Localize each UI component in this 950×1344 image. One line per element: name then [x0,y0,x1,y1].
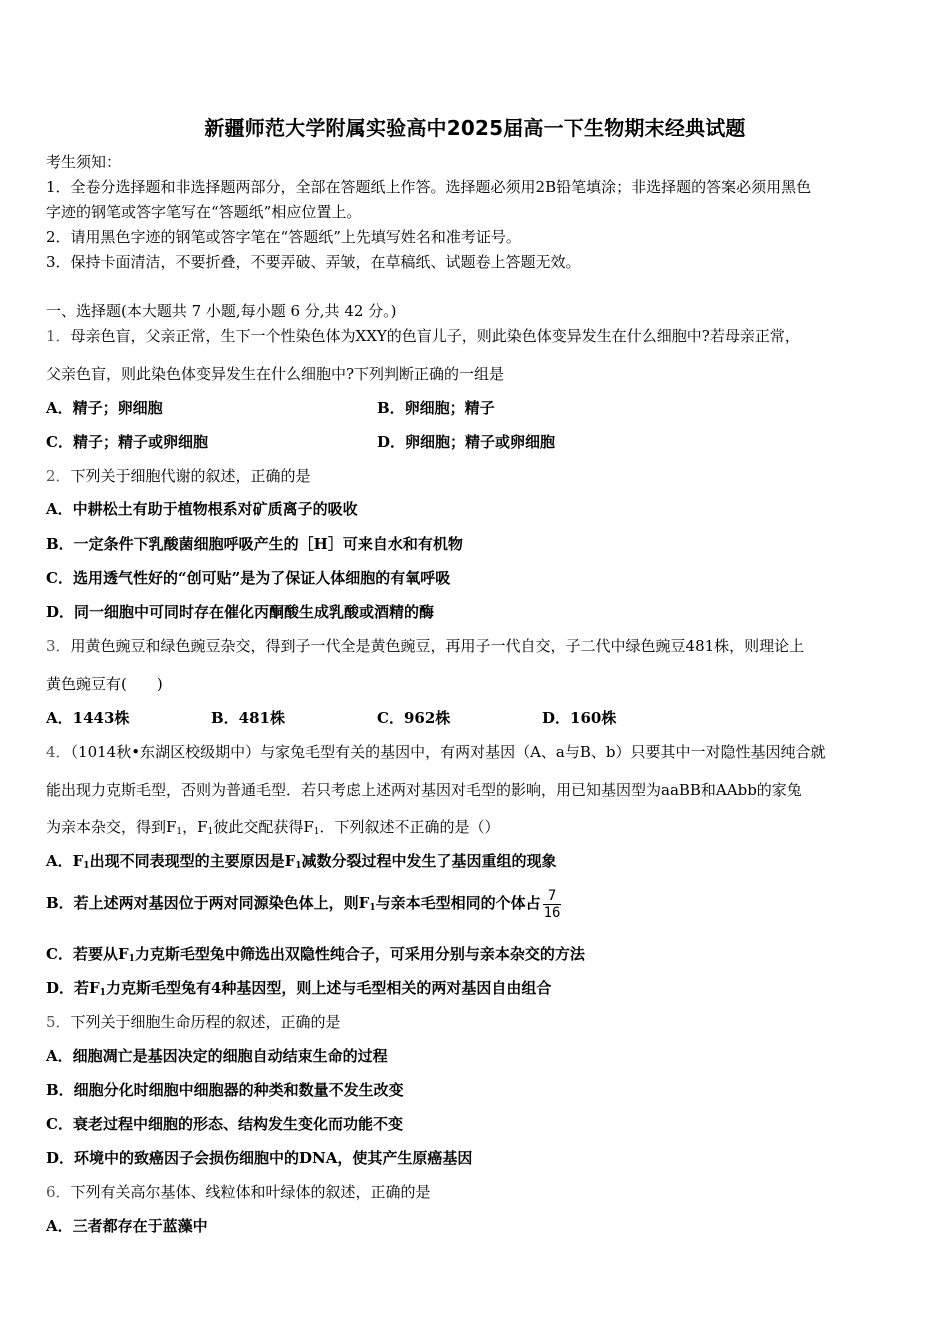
question-1 [46,326,800,346]
question-stem: 下列关于细胞生命历程的叙述，正确的是 [70,1013,341,1031]
q1-option-a[interactable]: A．精子；卵细胞 [46,399,163,417]
text-segment: 减数分裂过程中发生了基因重组的现象 [301,852,557,870]
question-number: 4． [46,743,71,761]
q3-option-d[interactable]: D．160株 [542,709,617,727]
question-5 [46,1012,341,1032]
q6-option-a[interactable]: A．三者都存在于蓝藻中 [46,1217,208,1235]
subscript: 1 [313,827,320,837]
q4-option-b[interactable] [46,885,561,926]
notice-item-1-cont: 字迹的钢笔或答字笔写在“答题纸”相应位置上。 [46,203,362,221]
subscript: 1 [369,903,376,913]
q4-option-c[interactable] [46,944,585,969]
question-4-cont2 [46,817,499,842]
question-stem: （1014秋•东湖区校级期中）与家兔毛型有关的基因中，有两对基因（A、a与B、b）只要其中一对隐性基因纯合就 [70,743,826,761]
q4-option-d[interactable] [46,978,551,1003]
text-segment: 力克斯毛型兔有4种基因型，则上述与毛型相关的两对基因自由组合 [105,979,552,997]
text-segment: 为亲本杂交，得到F [46,818,177,836]
q3-option-a[interactable]: A．1443株 [46,709,130,727]
text-segment: 力克斯毛型兔中筛选出双隐性纯合子，可采用分别与亲本杂交的方法 [134,945,585,963]
notice-item-2: 2．请用黑色字迹的钢笔或答字笔在“答题纸”上先填写姓名和准考证号。 [46,228,521,246]
question-3 [46,636,804,656]
text-segment: ．下列叙述不正确的是（） [319,818,500,836]
text-segment: ，F [182,818,208,836]
subscript: 1 [176,827,183,837]
q1-option-c[interactable]: C．精子；精子或卵细胞 [46,433,208,451]
text-segment: B．若上述两对基因位于两对同源染色体上，则F [46,894,370,912]
question-stem: 用黄色豌豆和绿色豌豆杂交，得到子一代全是黄色豌豆，再用子一代自交，子二代中绿色豌豆481株，则理论上 [70,637,805,655]
question-stem: 母亲色盲，父亲正常，生下一个性染色体为XXY的色盲儿子，则此染色体变异发生在什么细胞中?若母亲正常， [70,327,800,345]
subscript: 1 [83,861,90,871]
q5-option-a[interactable]: A．细胞凋亡是基因决定的细胞自动结束生命的过程 [46,1047,388,1065]
q2-option-d[interactable]: D．同一细胞中可同时存在催化丙酮酸生成乳酸或酒精的酶 [46,603,435,621]
q2-option-c[interactable]: C．选用透气性好的“创可贴”是为了保证人体细胞的有氧呼吸 [46,569,451,587]
question-number: 5． [46,1013,71,1031]
question-2 [46,466,311,486]
q5-option-b[interactable]: B．细胞分化时细胞中细胞器的种类和数量不发生改变 [46,1081,404,1099]
question-4-cont: 能出现力克斯毛型，否则为普通毛型．若只考虑上述两对基因对毛型的影响，用已知基因型为aaBB和AAbb的家兔 [46,781,802,799]
question-number: 1． [46,327,71,345]
question-number: 6． [46,1183,71,1201]
text-segment: C．若要从F [46,945,129,963]
notice-item-3: 3．保持卡面清洁，不要折叠，不要弄破、弄皱，在草稿纸、试题卷上答题无效。 [46,253,581,271]
question-3-cont: 黄色豌豆有( ) [46,675,163,693]
question-6 [46,1182,431,1202]
q4-option-a[interactable] [46,851,557,876]
subscript: 1 [99,988,106,998]
q3-option-b[interactable]: B．481株 [211,709,285,727]
question-stem: 下列有关高尔基体、线粒体和叶绿体的叙述，正确的是 [70,1183,431,1201]
q3-option-c[interactable]: C．962株 [377,709,451,727]
notice-heading: 考生须知： [46,153,122,171]
notice-item-1: 1．全卷分选择题和非选择题两部分，全部在答题纸上作答。选择题必须用2B铅笔填涂；非选择题的答案必须用黑色 [46,178,812,196]
text-segment: 出现不同表现型的主要原因是F [89,852,296,870]
q2-option-b[interactable]: B．一定条件下乳酸菌细胞呼吸产生的［H］可来自水和有机物 [46,535,463,553]
question-number: 3． [46,637,71,655]
q5-option-d[interactable]: D．环境中的致癌因子会损伤细胞中的DNA，使其产生原癌基因 [46,1149,473,1167]
fraction-denominator: 16 [543,904,561,921]
text-segment: A．F [46,852,84,870]
text-segment: D．若F [46,979,100,997]
question-stem: 下列关于细胞代谢的叙述，正确的是 [70,467,311,485]
q5-option-c[interactable]: C．衰老过程中细胞的形态、结构发生变化而功能不变 [46,1115,403,1133]
q1-option-b[interactable]: B．卵细胞；精子 [377,399,495,417]
q2-option-a[interactable]: A．中耕松土有助于植物根系对矿质离子的吸收 [46,500,358,518]
subscript: 1 [207,827,214,837]
q1-option-d[interactable]: D．卵细胞；精子或卵细胞 [377,433,556,451]
fraction-numerator: 7 [547,887,557,904]
question-number: 2． [46,467,71,485]
question-1-cont: 父亲色盲，则此染色体变异发生在什么细胞中?下列判断正确的一组是 [46,365,505,383]
subscript: 1 [128,954,135,964]
subscript: 1 [295,861,302,871]
question-4 [46,742,825,762]
page-title: 新疆师范大学附属实验高中2025届高一下生物期末经典试题 [204,116,746,140]
text-segment: 与亲本毛型相同的个体占 [375,894,541,912]
section-heading: 一、选择题(本大题共 7 小题,每小题 6 分,共 42 分。) [46,302,397,320]
text-segment: 彼此交配获得F [213,818,314,836]
fraction [543,888,562,921]
